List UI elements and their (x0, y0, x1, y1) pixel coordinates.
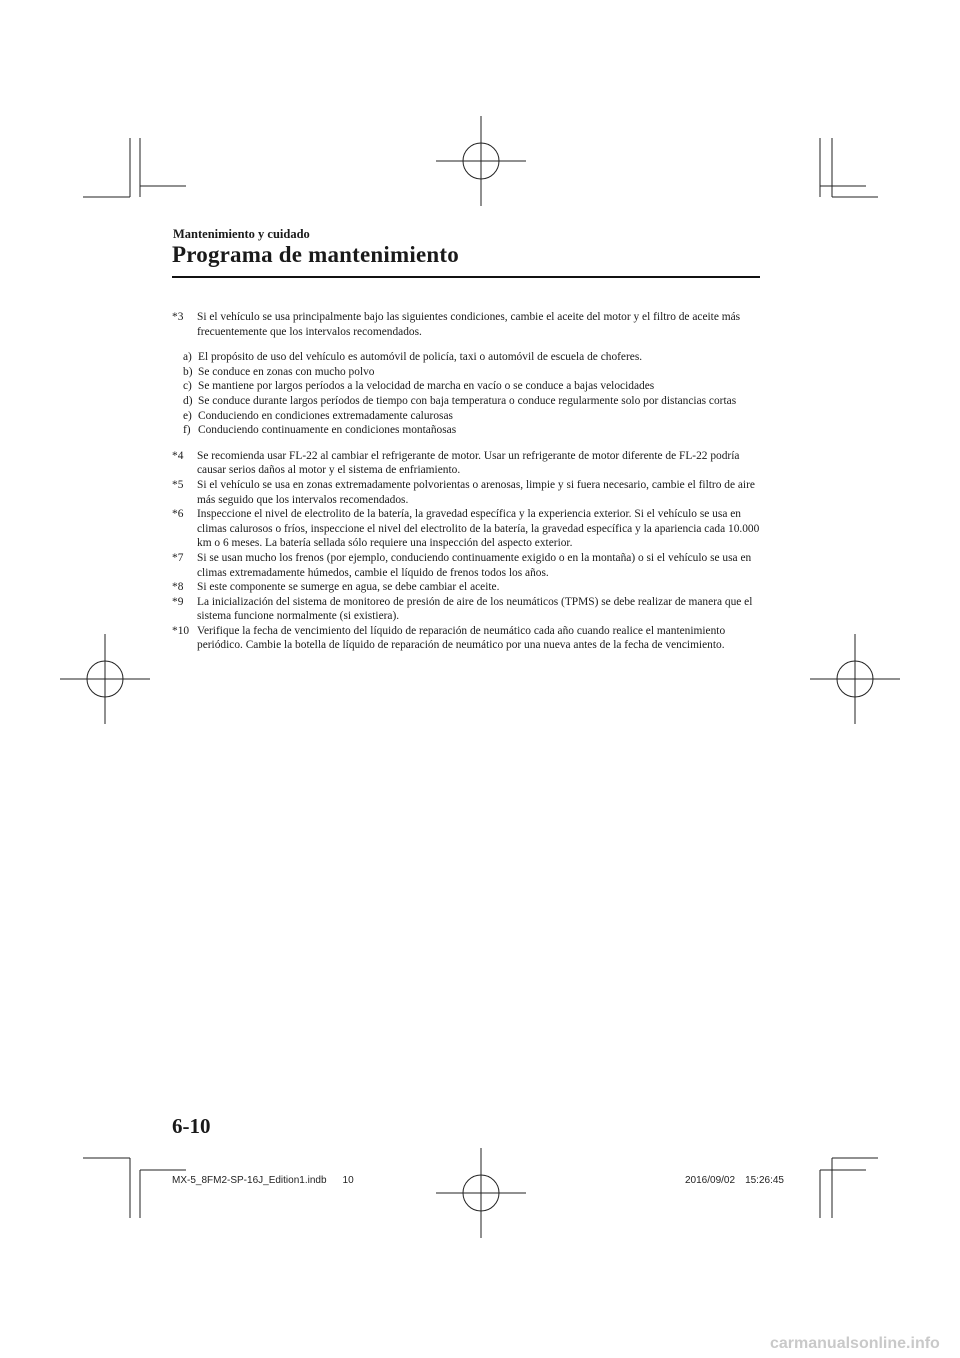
section-label: Mantenimiento y cuidado (173, 227, 310, 241)
footnote-mark: *4 (172, 449, 184, 462)
condition-mark: e) (183, 409, 192, 422)
footnote-mark: *3 (172, 311, 184, 323)
footer-date: 2016/09/02 (685, 1175, 736, 1186)
footnote-10 (172, 624, 762, 653)
footnote-4 (172, 449, 762, 478)
footnote-mark: *8 (172, 581, 184, 594)
footnote-text: Si el vehículo se usa en zonas extremadamente polvorientas o arenosas, limpie y si fuera necesario, cambie el filtro de aire más seguido que los intervalos recomendados. (197, 478, 755, 506)
condition-a (183, 350, 762, 365)
footnote-text: Se recomienda usar FL-22 al cambiar el refrigerante de motor. Usar un refrigerante de motor diferente de FL-22 podría causar serios daños al motor y el sistema de enfriamiento. (197, 449, 740, 477)
footnote-mark: *10 (172, 624, 190, 637)
condition-text: Se conduce en zonas con mucho polvo (198, 365, 375, 378)
footnote-text: Inspeccione el nivel de electrolito de la batería, la gravedad específica y la experiencia exterior. Si el vehículo se usa en climas calurosos o fríos, inspeccione el nivel del electrolito de la batería, la gravedad específica y la apariencia cada 10.000 km o 6 meses. La batería sellada sólo requiere una inspección del aspecto exterior. (197, 508, 760, 550)
footnote-5 (172, 478, 762, 507)
condition-text: Conduciendo continuamente en condiciones montañosas (198, 424, 457, 437)
footnote-9 (172, 595, 762, 624)
footnote-mark: *9 (172, 595, 184, 608)
condition-text: Se mantiene por largos períodos a la velocidad de marcha en vacío o se conduce a bajas velocidades (198, 380, 655, 393)
condition-mark: b) (183, 365, 193, 378)
condition-text: El propósito de uso del vehículo es automóvil de policía, taxi o automóvil de escuela de choferes. (198, 351, 643, 364)
footnote-mark: *5 (172, 478, 184, 491)
condition-mark: d) (183, 394, 193, 407)
page-number: 6-10 (172, 1114, 211, 1138)
watermark: carmanualsonline.info (770, 1335, 940, 1352)
footer-page: 10 (342, 1175, 354, 1186)
conditions-list (183, 350, 762, 438)
condition-e (183, 409, 762, 424)
page-title: Programa de mantenimiento (172, 242, 459, 267)
footer-file-info (172, 1175, 354, 1186)
footnote-text: La inicialización del sistema de monitoreo de presión de aire de los neumáticos (TPMS) se debe realizar de manera que el sistema funcione normalmente (si existiera). (197, 595, 753, 623)
condition-mark: c) (183, 380, 192, 393)
footer-time: 15:26:45 (745, 1175, 784, 1186)
title-rule (172, 276, 760, 278)
condition-b (183, 365, 762, 380)
footnotes-content (172, 310, 762, 653)
condition-mark: f) (183, 424, 191, 437)
footnote-mark: *7 (172, 551, 184, 564)
footnote-mark: *6 (172, 508, 184, 521)
footnote-8 (172, 580, 762, 595)
condition-c (183, 379, 762, 394)
condition-f (183, 423, 762, 438)
footnote-3 (172, 310, 762, 339)
condition-mark: a) (183, 351, 192, 364)
footnote-7 (172, 551, 762, 580)
footer-filename: MX-5_8FM2-SP-16J_Edition1.indb (172, 1175, 327, 1186)
footnote-6 (172, 507, 762, 551)
condition-text: Se conduce durante largos períodos de tiempo con baja temperatura o conduce regularmente solo por distancias cortas (198, 394, 737, 407)
footer-timestamp (685, 1175, 784, 1186)
footnote-text: Si este componente se sumerge en agua, se debe cambiar el aceite. (197, 581, 500, 594)
condition-text: Conduciendo en condiciones extremadamente calurosas (198, 409, 453, 422)
footnote-text: Si se usan mucho los frenos (por ejemplo, conduciendo continuamente exigido o en la montaña) o si el vehículo se usa en climas extremadamente húmedos, cambie el líquido de frenos todos los años. (197, 551, 752, 579)
footnote-text: Si el vehículo se usa principalmente bajo las siguientes condiciones, cambie el aceite del motor y el filtro de aceite más frecuentemente que los intervalos recomendados. (197, 311, 741, 338)
footnote-text: Verifique la fecha de vencimiento del líquido de reparación de neumático cada año cuando realice el mantenimiento periódico. Cambie la botella de líquido de reparación de neumático por una nueva antes de la fecha de vencimiento. (197, 624, 726, 652)
condition-d (183, 394, 762, 409)
